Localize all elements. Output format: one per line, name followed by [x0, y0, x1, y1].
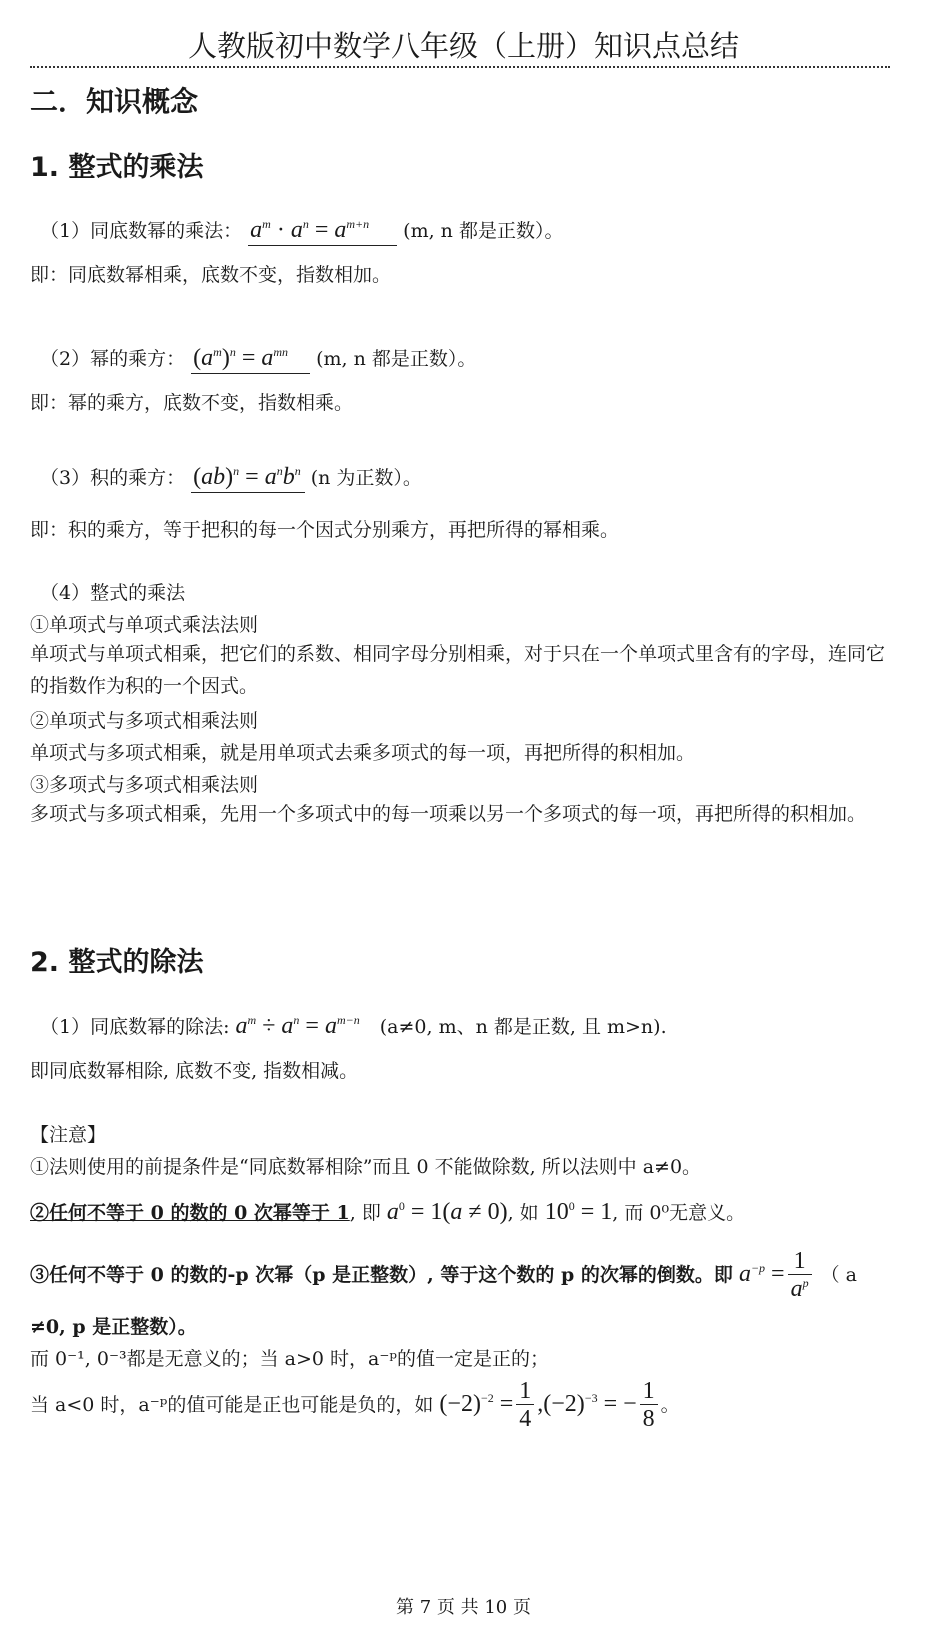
division-rule-line: [40, 1012, 667, 1040]
rule-3-formula: $(ab)^n = a^nb^n$: [191, 464, 305, 493]
rule-1-formula: $a^m \cdot a^n = a^{m+n}$: [248, 217, 397, 246]
rule-4a-text: 单项式与单项式相乘，把它们的系数、相同字母分别相乘，对于只在一个单项式里含有的字母，连同它的指数作为积的一个因式。: [30, 643, 886, 697]
division-rule-condition: (a≠0, m、n 都是正数, 且 m>n).: [379, 1016, 667, 1038]
rule-1-condition: (m, n 都是正数）。: [403, 220, 564, 242]
rule-2-explanation: 即：幂的乘方，底数不变，指数相乘。: [30, 392, 354, 414]
notice-title: 【注意】: [30, 1124, 107, 1146]
rule-4a-title: ①单项式与单项式乘法法则: [30, 614, 259, 636]
rule-1-explanation: 即：同底数幂相乘，底数不变，指数相加。: [30, 264, 392, 286]
notice-5-lead: 当 a<0 时，a⁻ᵖ的值可能是正也可能是负的，如: [30, 1394, 434, 1417]
notice-2-formula-b: $10^0 = 1$: [544, 1199, 613, 1225]
notice-3-line: [30, 1248, 857, 1303]
section-title-knowledge: 二．知识概念: [30, 85, 199, 118]
rule-2-label: （2）幂的乘方：: [40, 348, 186, 370]
rule-2-line: [40, 344, 476, 374]
notice-2-line: [30, 1198, 745, 1226]
rule-4b-text: 单项式与多项式相乘，就是用单项式去乘多项式的每一项，再把所得的积相加。: [30, 742, 696, 764]
notice-2-ru: , 如: [507, 1202, 539, 1224]
notice-3-formula: $a^{-p}$ = $\frac{1}{a^p}$: [739, 1261, 815, 1287]
rule-1-label: （1）同底数幂的乘法：: [40, 220, 243, 242]
page-number-footer: 第 7 页 共 10 页: [396, 1597, 531, 1618]
rule-3-condition: (n 为正数）。: [310, 467, 422, 489]
notice-2-formula-a: $a^0 = 1(a \ne 0)$: [386, 1199, 508, 1225]
notice-5-line: [30, 1378, 680, 1433]
notice-2-ji: , 即: [349, 1202, 381, 1224]
subsection-title-multiplication: 1. 整式的乘法: [30, 152, 204, 183]
rule-4c-text: 多项式与多项式相乘，先用一个多项式中的每一项乘以另一个多项式的每一项，再把所得的积相加。: [30, 803, 867, 825]
notice-3-continued: ≠0, p 是正整数）。: [30, 1316, 197, 1338]
notice-2-tail: , 而 0⁰无意义。: [612, 1202, 746, 1224]
notice-1: ①法则使用的前提条件是“同底数幂相除”而且 0 不能做除数, 所以法则中 a≠0。: [30, 1156, 702, 1178]
notice-4: 而 0⁻¹, 0⁻³都是无意义的；当 a>0 时，a⁻ᵖ的值一定是正的；: [30, 1348, 549, 1370]
rule-3-explanation: 即：积的乘方，等于把积的每一个因式分别乘方，再把所得的幂相乘。: [30, 519, 620, 541]
rule-1-line: [40, 216, 563, 246]
subsection-title-division: 2. 整式的除法: [30, 947, 204, 978]
rule-2-formula: $(a^m)^n = a^{mn}$: [191, 345, 310, 374]
notice-5-formula: $(-2)^{-2}$ = $\frac{1}{4}$ $,(-2)^{-3}$ = − $\frac{1}{8}$: [439, 1391, 660, 1417]
notice-3-lead: ③任何不等于 0 的数的-p 次幂（p 是正整数）, 等于这个数的 p 的次幂的倒数。即: [30, 1264, 733, 1287]
rule-4c-title: ③多项式与多项式相乘法则: [30, 774, 259, 796]
page-header-title: 人教版初中数学八年级（上册）知识点总结: [187, 29, 739, 63]
rule-3-label: （3）积的乘方：: [40, 467, 186, 489]
notice-3-tail: （ a: [820, 1264, 858, 1287]
rule-4-label: （4）整式的乘法: [40, 582, 186, 604]
division-rule-formula: $a^m \div a^n = a^{m-n}$: [235, 1013, 360, 1039]
rule-4b-title: ②单项式与多项式相乘法则: [30, 710, 259, 732]
division-rule-label: （1）同底数幂的除法:: [40, 1016, 230, 1038]
rule-3-line: [40, 463, 422, 493]
notice-5-tail: 。: [660, 1394, 680, 1417]
division-rule-explanation: 即同底数幂相除, 底数不变, 指数相减。: [30, 1060, 359, 1082]
notice-2-lead: ②任何不等于 0 的数的 0 次幂等于 1: [30, 1202, 350, 1224]
rule-2-condition: (m, n 都是正数）。: [316, 348, 477, 370]
header-divider: [30, 66, 890, 68]
